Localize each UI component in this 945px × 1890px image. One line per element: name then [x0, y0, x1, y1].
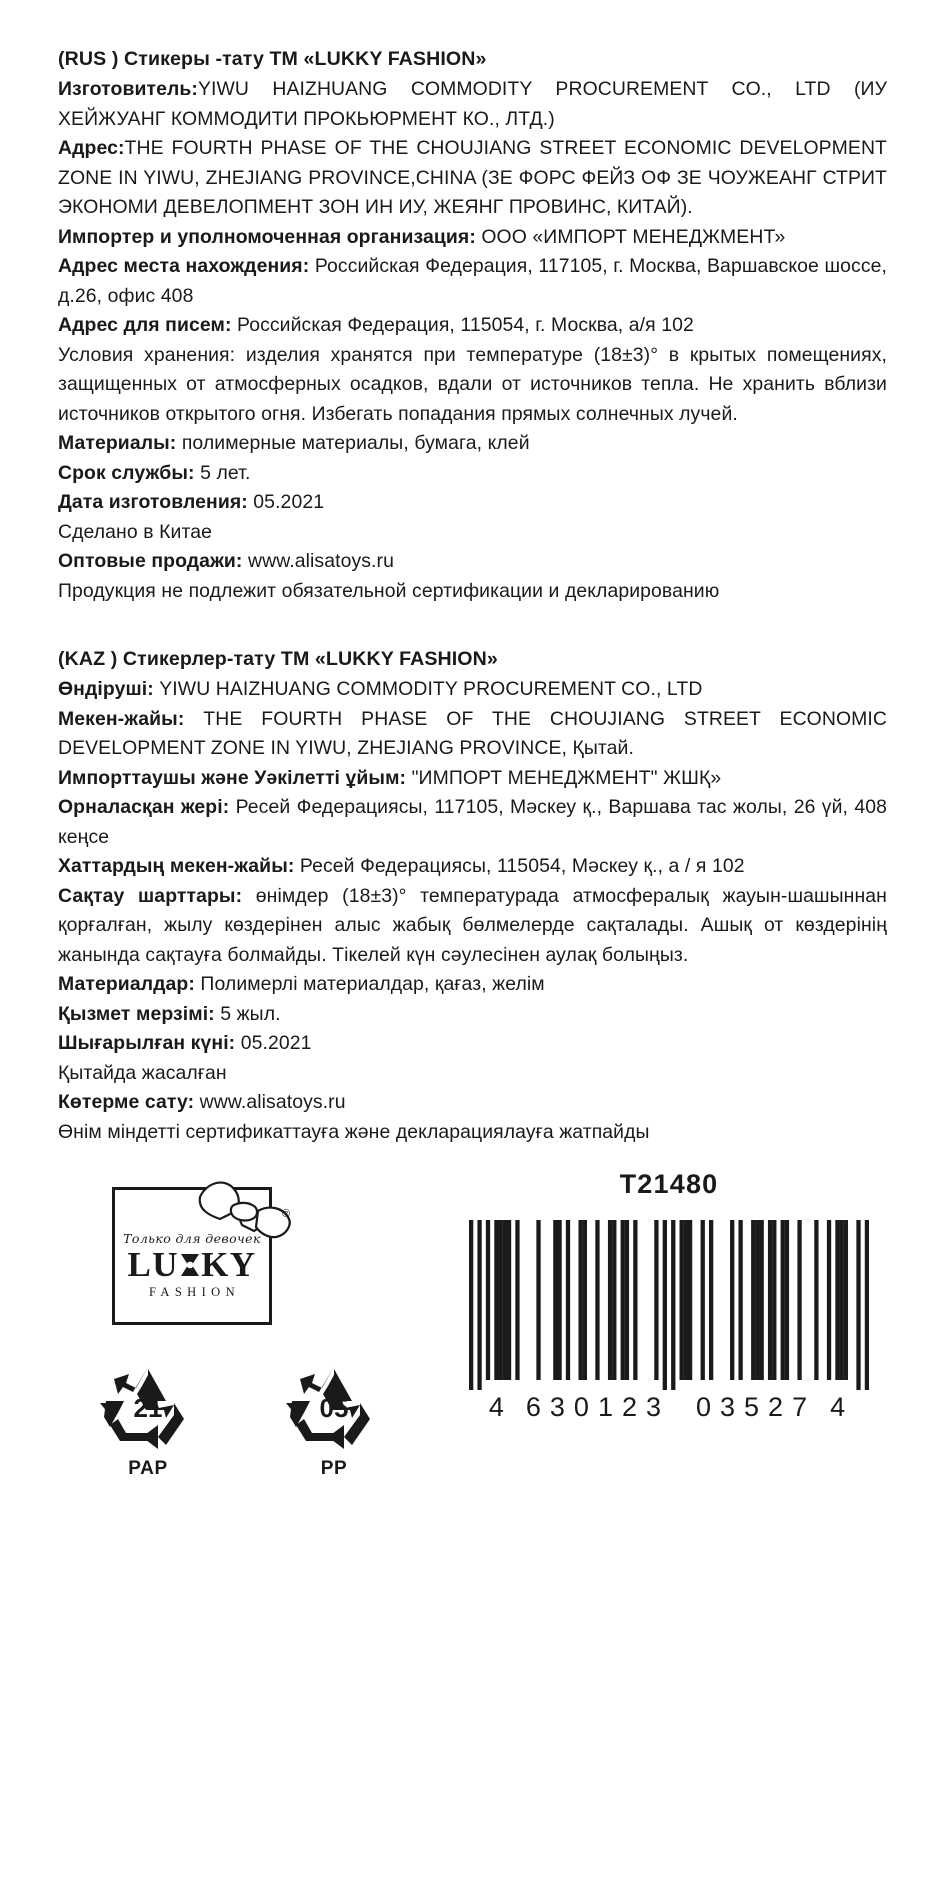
logo-subtitle: FASHION: [148, 1284, 241, 1299]
kaz-line-3: [58, 793, 887, 852]
logo-brand-part-2: KY: [201, 1244, 257, 1284]
bottom-graphics-area: [58, 1169, 887, 1689]
rus-line-9: [58, 518, 887, 548]
kaz-line-10: [58, 1088, 887, 1118]
mobius-loop-icon: [96, 1361, 200, 1457]
rus-line-4-value: Российская Федерация, 115054, г. Москва, а/я 102: [231, 314, 694, 336]
rus-line-10-value: www.alisatoys.ru: [242, 550, 394, 572]
kazakh-lines-container: [58, 675, 887, 1147]
kaz-line-9: [58, 1059, 887, 1089]
rus-line-0-value: YIWU HAIZHUANG COMMODITY PROCUREMENT CO., LTD (ИУ ХЕЙЖУАНГ КОММОДИТИ ПРОКЬЮРМЕНТ КО., ЛТД.): [58, 78, 887, 130]
kaz-line-8-value: 05.2021: [235, 1032, 312, 1054]
kaz-line-3-value: Ресей Федерациясы, 117105, Мәскеу қ., Варшава тас жолы, 26 үй, 408 кеңсе: [58, 796, 887, 848]
rus-line-3-value: Российская Федерация, 117105, г. Москва, Варшавское шоссе, д.26, офис 408: [58, 255, 887, 307]
kaz-line-5-label: Сақтау шарттары:: [58, 884, 243, 907]
kazakh-heading: (KAZ ) Стикерлер-тату ТМ «LUKKY FASHION»: [58, 648, 498, 670]
kaz-line-4-label: Хаттардың мекен-жайы:: [58, 855, 295, 877]
russian-heading: (RUS ) Стикеры -тату ТМ «LUKKY FASHION»: [58, 48, 487, 70]
ribbon-bow-icon: [190, 1175, 298, 1267]
kaz-line-1-label: Мекен-жайы:: [58, 707, 185, 730]
recycling-number: 21: [133, 1393, 163, 1423]
logo-tagline: Только для девочек: [123, 1230, 261, 1246]
kaz-line-7: [58, 1000, 887, 1030]
kaz-line-5: [58, 882, 887, 971]
kaz-line-11: [58, 1118, 887, 1148]
rus-line-4-label: Адрес для писем:: [58, 314, 232, 336]
rus-line-0: [58, 75, 887, 134]
kazakh-info-block: [58, 644, 887, 1147]
kaz-line-3-label: Орналасқан жері:: [58, 796, 230, 818]
rus-line-1: [58, 134, 887, 223]
kaz-line-2-label: Импорттаушы және Уәкілетті ұйым:: [58, 766, 407, 789]
rus-line-1-label: Адрес:: [58, 137, 125, 159]
kaz-line-2: [58, 764, 887, 794]
barcode-lead-digit: 4: [488, 1392, 508, 1422]
rus-line-9-value: Сделано в Китае: [58, 520, 212, 543]
rus-line-1-value: THE FOURTH PHASE OF THE CHOUJIANG STREET ECONOMIC DEVELOPMENT ZONE IN YIWU, ZHEJIANG PROVINCE,CHINA (ЗЕ ФОРС ФЕЙЗ ОФ ЗЕ ЧОУЖЕАНГ СТРИТ ЭКОНОМИ ДЕВЕЛОПМЕНТ ЗОН ИН ИУ, ЖЕЯНГ ПРОВИНС, КИТАЙ).: [58, 137, 887, 218]
registered-mark-text: ®: [282, 1208, 291, 1220]
kaz-line-1: [58, 705, 887, 764]
rus-line-7-value: 5 лет.: [194, 461, 251, 484]
ean13-barcode: [469, 1220, 869, 1390]
kaz-line-6: [58, 970, 887, 1000]
barcode-right-group: 03527: [696, 1392, 817, 1422]
rus-line-5: [58, 341, 887, 430]
kaz-line-7-value: 5 жыл.: [214, 1002, 281, 1025]
rus-line-8: [58, 488, 887, 518]
kaz-line-9-value: Қытайда жасалған: [58, 1061, 227, 1084]
kaz-line-0: [58, 675, 887, 705]
barcode-digits: [459, 1392, 879, 1423]
recycling-marks-row: [88, 1361, 394, 1480]
rus-line-2-label: Импортер и уполномоченная организация:: [58, 225, 476, 248]
recycling-material-code: PP: [320, 1458, 348, 1479]
kaz-line-10-label: Көтерме сату:: [58, 1091, 195, 1113]
rus-line-10-label: Оптовые продажи:: [58, 550, 243, 572]
russian-info-block: [58, 44, 887, 606]
barcode-check-digit: 4: [830, 1392, 850, 1422]
kaz-line-6-label: Материалдар:: [58, 973, 195, 995]
kaz-line-11-value: Өнім міндетті сертификаттауға және декларациялауға жатпайды: [58, 1120, 650, 1143]
lukky-fashion-logo: [106, 1179, 292, 1329]
kaz-line-6-value: Полимерлі материалдар, қағаз, желім: [194, 973, 545, 995]
kaz-line-0-label: Өндіруші:: [58, 678, 154, 700]
rus-line-11-value: Продукция не подлежит обязательной сертификации и декларированию: [58, 579, 720, 602]
rus-line-3: [58, 252, 887, 311]
kaz-line-8-label: Шығарылған күні:: [58, 1032, 236, 1054]
kaz-line-10-value: www.alisatoys.ru: [194, 1091, 346, 1113]
rus-line-6-value: полимерные материалы, бумага, клей: [176, 432, 530, 454]
barcode-block: [459, 1169, 879, 1423]
article-code: T21480: [619, 1169, 719, 1199]
russian-lines-container: [58, 75, 887, 606]
barcode-left-group: 630123: [525, 1392, 670, 1422]
rus-line-10: [58, 547, 887, 577]
rus-line-2: [58, 223, 887, 253]
rus-line-7: [58, 459, 887, 489]
kaz-line-2-value: "ИМПОРТ МЕНЕДЖМЕНТ" ЖШҚ»: [406, 766, 722, 789]
mobius-loop-icon: [282, 1361, 386, 1457]
logo-brand-part-1: LU: [127, 1244, 180, 1284]
rus-line-8-value: 05.2021: [247, 491, 325, 513]
kaz-line-8: [58, 1029, 887, 1059]
kaz-line-5-value: өнімдер (18±3)° температурада атмосфералық жауын-шашыннан қорғалған, жылу көздерінен алыс жабық бөлмелерде сақталады. Ашық от көздерінің жанында сақтауға болмайды. Тікелей күн сәулесінен аулақ болыңыз.: [58, 884, 887, 966]
recycling-mark-pp: [274, 1361, 394, 1480]
rus-line-5-value: Условия хранения: изделия хранятся при температуре (18±3)° в крытых помещениях, защищенных от атмосферных осадков, вдали от источников тепла. Не хранить вблизи источников открытого огня. Избегать попадания прямых солнечных лучей.: [58, 343, 887, 425]
recycling-number: 05: [319, 1393, 349, 1423]
rus-line-3-label: Адрес места нахождения:: [58, 255, 310, 277]
section-divider-space: [58, 606, 887, 644]
rus-line-8-label: Дата изготовления:: [58, 491, 248, 513]
recycling-mark-pap: [88, 1361, 208, 1480]
kaz-line-4: [58, 852, 887, 882]
rus-line-2-value: ООО «ИМПОРТ МЕНЕДЖМЕНТ»: [475, 225, 786, 248]
rus-line-7-label: Срок службы:: [58, 461, 195, 484]
rus-line-6-label: Материалы:: [58, 432, 177, 454]
kaz-line-1-value: THE FOURTH PHASE OF THE CHOUJIANG STREET ECONOMIC DEVELOPMENT ZONE IN YIWU, ZHEJIANG PROVINCE, Қытай.: [58, 707, 887, 759]
rus-line-6: [58, 429, 887, 459]
rus-line-11: [58, 577, 887, 607]
recycling-material-code: PAP: [128, 1458, 168, 1479]
kaz-line-7-label: Қызмет мерзімі:: [58, 1002, 215, 1025]
rus-line-4: [58, 311, 887, 341]
kaz-line-0-value: YIWU HAIZHUANG COMMODITY PROCUREMENT CO., LTD: [153, 678, 703, 700]
rus-line-0-label: Изготовитель:: [58, 78, 198, 100]
kaz-line-4-value: Ресей Федерациясы, 115054, Мәскеу қ., а / я 102: [294, 855, 745, 877]
